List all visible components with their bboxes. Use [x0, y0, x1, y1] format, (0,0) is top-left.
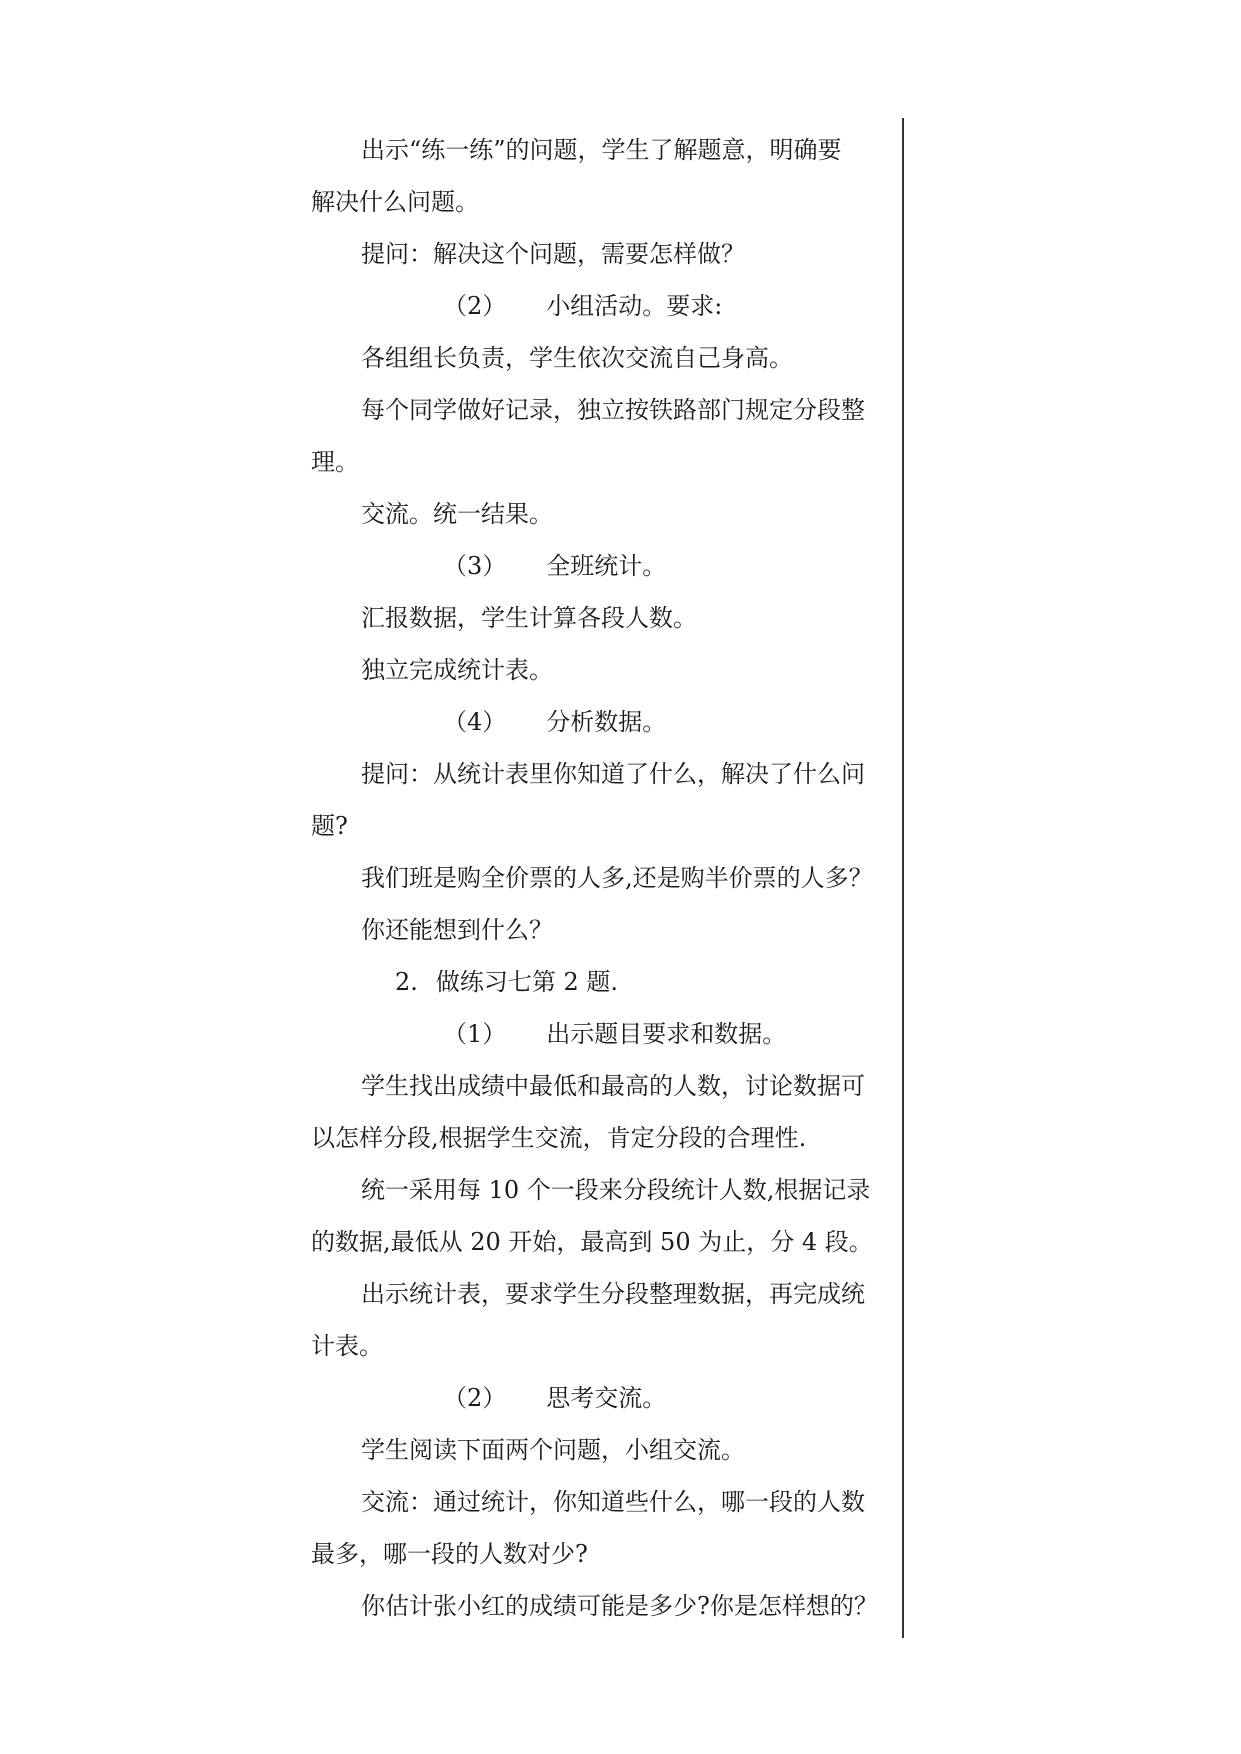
- item-number: （2）: [443, 292, 507, 320]
- paragraph-line: 出示统计表，要求学生分段整理数据，再完成统: [361, 1280, 865, 1308]
- paragraph-line: 以怎样分段,根据学生交流，肯定分段的合理性.: [311, 1124, 807, 1152]
- paragraph-line: 学生阅读下面两个问题，小组交流。: [361, 1436, 745, 1464]
- numbered-heading: （2） 小组活动。要求:: [443, 292, 723, 320]
- item-number: （1）: [443, 1020, 507, 1048]
- item-number: （4）: [443, 708, 507, 736]
- paragraph-line: 学生找出成绩中最低和最高的人数，讨论数据可: [361, 1072, 865, 1100]
- paragraph-line: 解决什么问题。: [311, 188, 479, 216]
- lesson-text-column: [311, 124, 891, 1632]
- item-number: （3）: [443, 552, 507, 580]
- paragraph-line: 每个同学做好记录，独立按铁路部门规定分段整: [361, 396, 865, 424]
- numbered-heading: （3） 全班统计。: [443, 552, 667, 580]
- numbered-heading: （2） 思考交流。: [443, 1384, 667, 1412]
- paragraph-line: 提问：从统计表里你知道了什么，解决了什么问: [361, 760, 865, 788]
- paragraph-line: 交流。统一结果。: [361, 500, 553, 528]
- paragraph-line: 理。: [311, 448, 359, 476]
- item-number: 2.: [395, 968, 418, 996]
- paragraph-line: 交流：通过统计，你知道些什么，哪一段的人数: [361, 1488, 865, 1516]
- item-number: （2）: [443, 1384, 507, 1412]
- numbered-heading: （4） 分析数据。: [443, 708, 667, 736]
- paragraph-line: 我们班是购全价票的人多,还是购半价票的人多？: [361, 864, 873, 892]
- paragraph-line: 出示“练一练”的问题，学生了解题意，明确要: [361, 136, 842, 164]
- table-right-border: [902, 118, 904, 1638]
- paragraph-line: 你估计张小红的成绩可能是多少?你是怎样想的？: [361, 1592, 878, 1620]
- paragraph-line: 汇报数据，学生计算各段人数。: [361, 604, 697, 632]
- paragraph-line: 计表。: [311, 1332, 383, 1360]
- numbered-heading: 2. 做练习七第 2 题.: [395, 968, 619, 996]
- paragraph-line: 最多，哪一段的人数对少?: [311, 1540, 588, 1568]
- paragraph-line: 统一采用每 10 个一段来分段统计人数,根据记录: [361, 1176, 871, 1204]
- paragraph-line: 各组组长负责，学生依次交流自己身高。: [361, 344, 793, 372]
- paragraph-line: 提问：解决这个问题，需要怎样做？: [361, 240, 745, 268]
- paragraph-line: 的数据,最低从 20 开始，最高到 50 为止，分 4 段。: [311, 1228, 873, 1256]
- paragraph-line: 独立完成统计表。: [361, 656, 553, 684]
- paragraph-line: 你还能想到什么？: [361, 916, 553, 944]
- paragraph-line: 题?: [311, 812, 348, 840]
- numbered-heading: （1） 出示题目要求和数据。: [443, 1020, 787, 1048]
